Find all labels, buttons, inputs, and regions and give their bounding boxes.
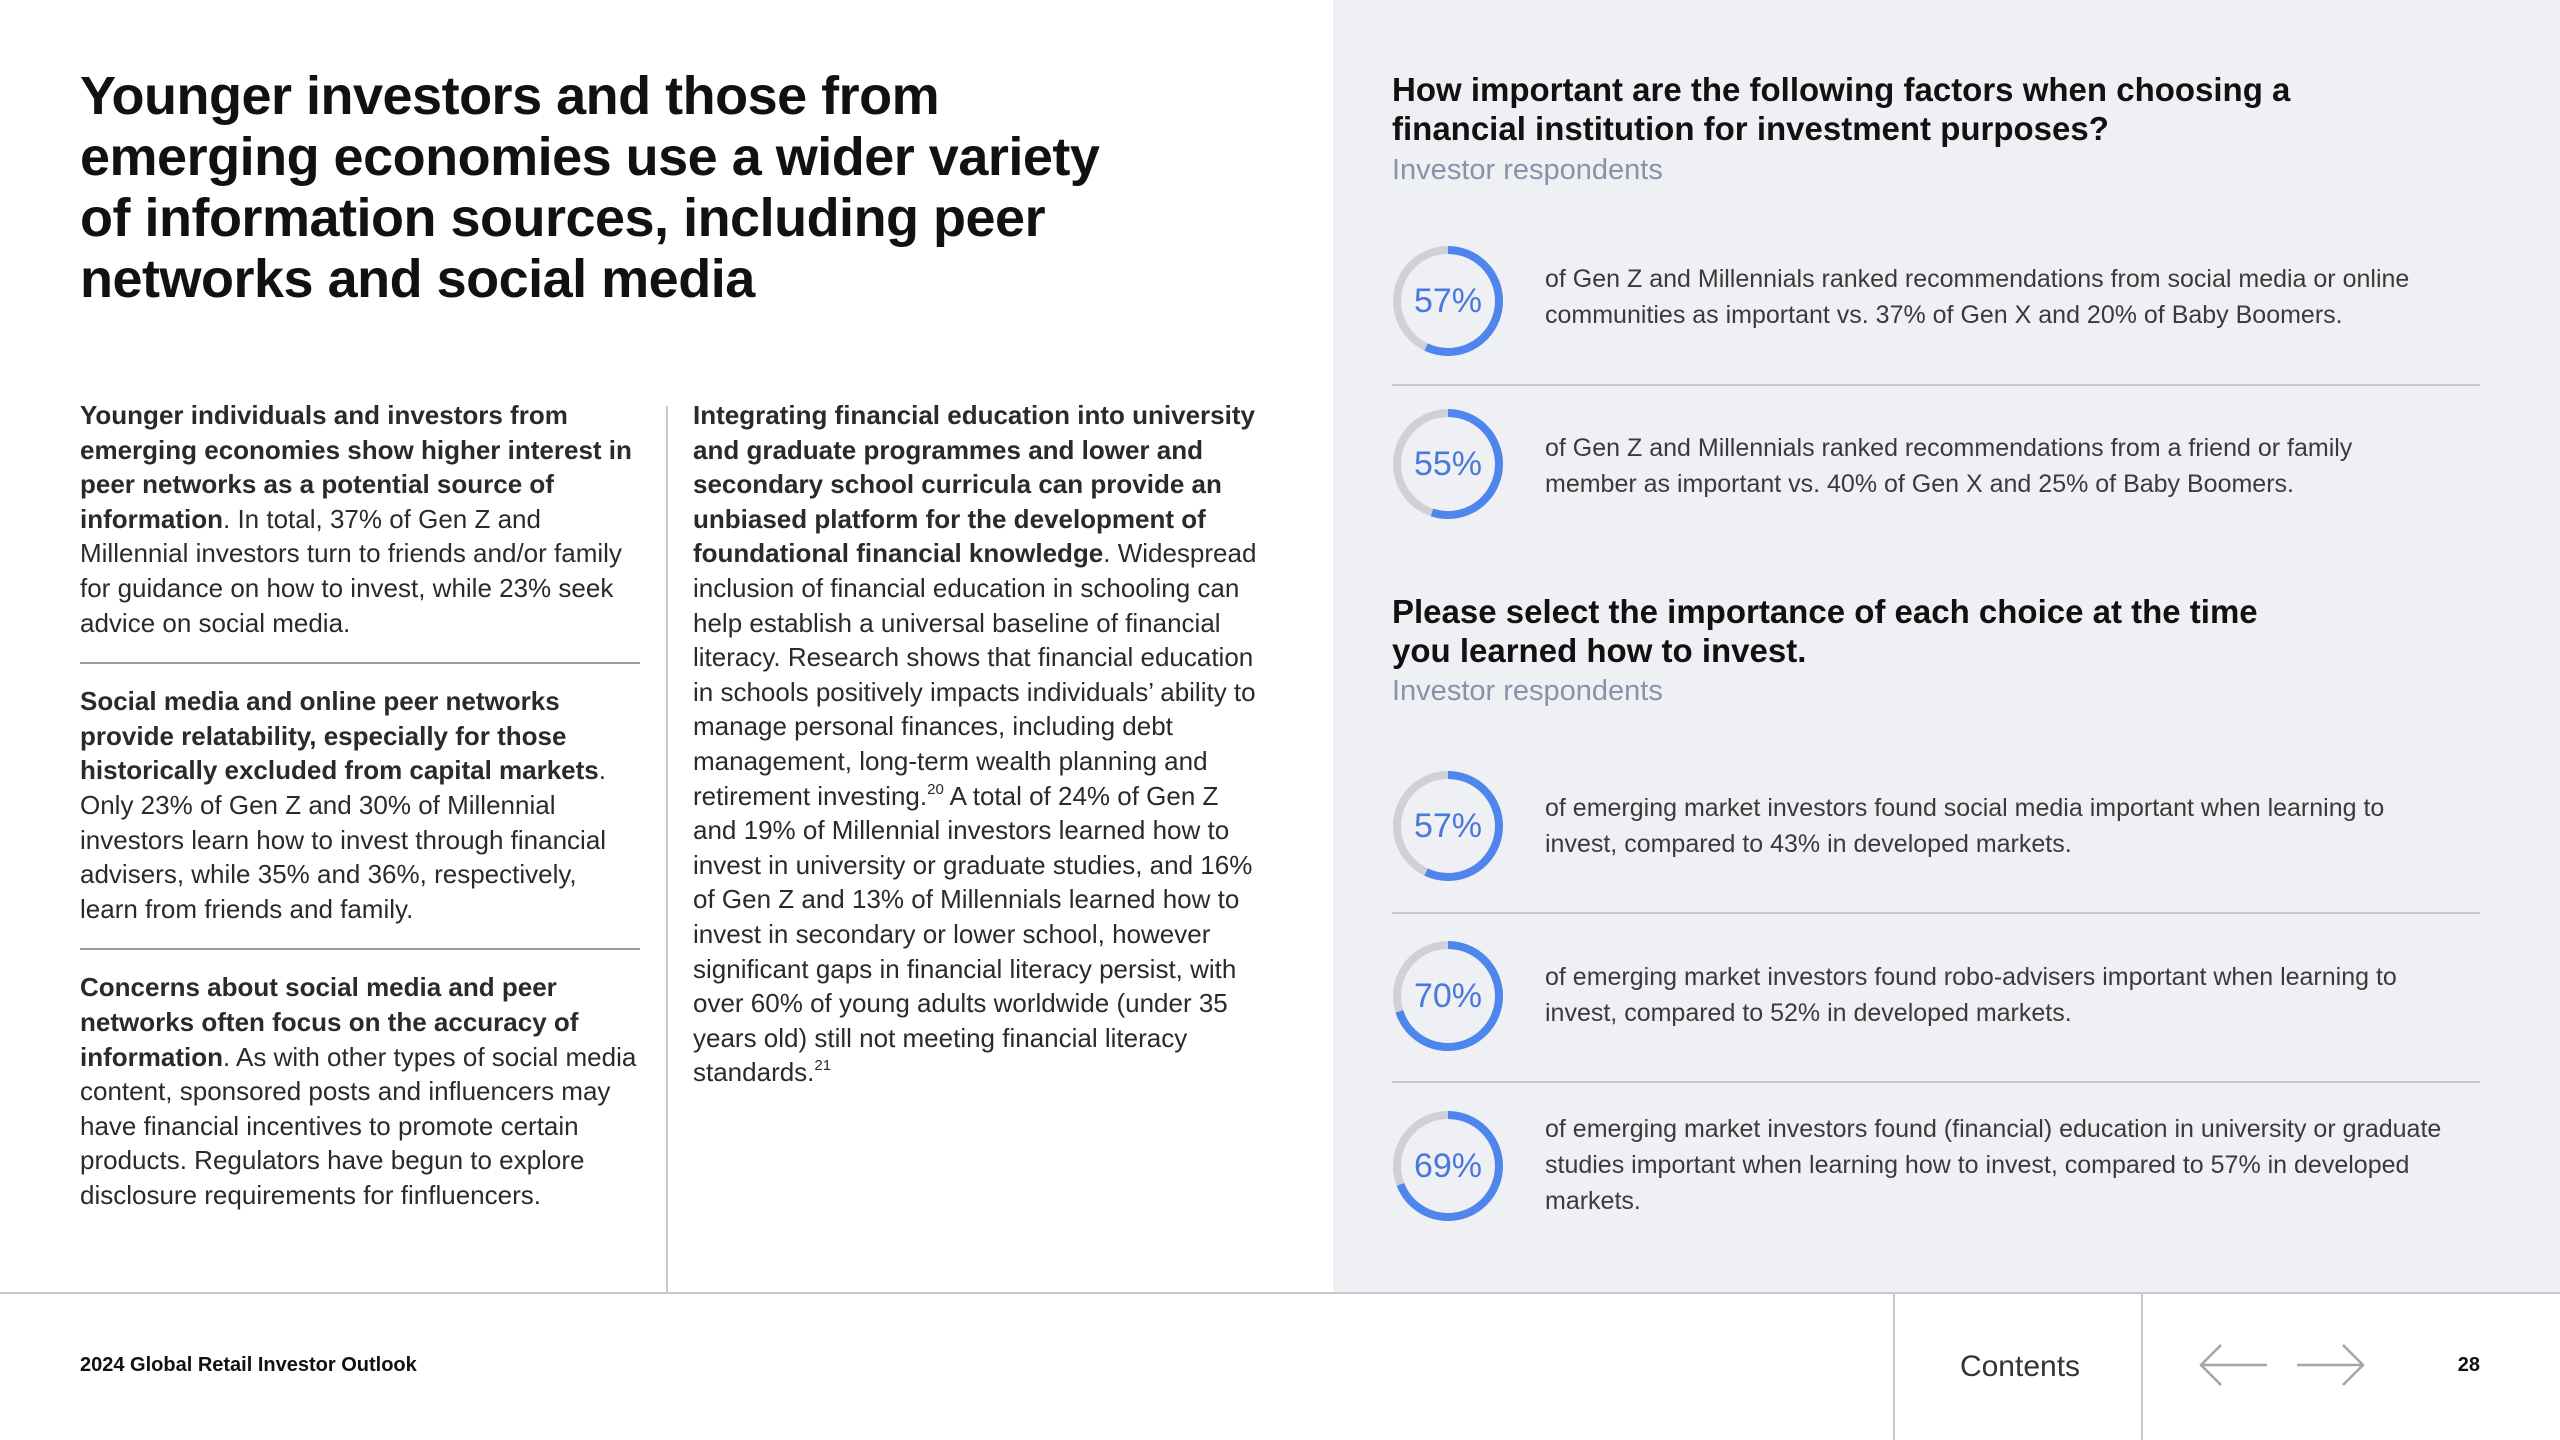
stat-description: of emerging market investors found (financial) education in university or graduate studies important when learning how to invest, compared to 57% in developed markets. — [1545, 1115, 2442, 1215]
arrow-right-icon[interactable] — [2293, 1337, 2369, 1393]
paragraph-lead: Concerns about social media and peer networks often focus on the accuracy of information — [80, 972, 579, 1072]
stat-divider — [1392, 384, 2480, 386]
donut-percentage: 57% — [1413, 806, 1483, 845]
donut-chart — [1392, 940, 1504, 1052]
paragraph-body: . In total, 37% of Gen Z and Millennial investors turn to friends and/or family for guidance on how to invest, while 23% seek advice on social media. — [80, 503, 622, 638]
paragraph-lead: Social media and online peer networks provide relatability, especially for those historically excluded from capital markets — [80, 686, 599, 786]
stat-divider — [1392, 1081, 2480, 1083]
donut-percentage: 57% — [1413, 281, 1483, 320]
paragraph-body: . Only 23% of Gen Z and 30% of Millennial investors learn how to invest through financial advisers, while 35% and 36%, respectively, learn from friends and family. — [80, 755, 607, 924]
question-1-title: How important are the following factors when choosing a financial institution for investment purposes? — [1392, 71, 2291, 147]
paragraph-divider — [80, 948, 640, 950]
body-column-2 — [693, 398, 1263, 1090]
stat-description: of emerging market investors found robo-advisers important when learning to invest, compared to 52% in developed markets. — [1545, 963, 2397, 1027]
arrow-left-icon[interactable] — [2195, 1337, 2271, 1393]
donut-chart — [1392, 245, 1504, 357]
footer-divider — [0, 1292, 2560, 1294]
paragraph-body: . Widespread inclusion of financial education in schooling can help establish a universal baseline of financial literacy. Research shows that financial education in schools positively impacts individuals’ ability to manage personal finances, including debt management, long-term wealth planning and retirement investing. — [693, 538, 1257, 811]
donut-percentage: 55% — [1413, 444, 1483, 483]
donut-chart — [1392, 408, 1504, 520]
page-title: Younger investors and those from emerging economies use a wider variety of information sources, including peer networks and social media — [80, 66, 1100, 309]
donut-chart — [1392, 1110, 1504, 1222]
question-2-title: Please select the importance of each choice at the time you learned how to invest. — [1392, 593, 2258, 669]
contents-link[interactable]: Contents — [1959, 1350, 2081, 1383]
paragraph-peer-networks — [80, 398, 640, 640]
column-divider — [666, 406, 668, 1292]
paragraph-body: . As with other types of social media content, sponsored posts and influencers may have financial incentives to promote certain products. Regulators have begun to explore disclosure requirements for finfluencers. — [80, 1041, 637, 1210]
paragraph-lead: Younger individuals and investors from emerging economies show higher interest in peer networks as a potential source of information — [80, 400, 632, 534]
paragraph-financial-education — [693, 398, 1263, 1090]
question-2-subtitle: Investor respondents — [1392, 675, 1663, 707]
paragraph-lead: Integrating financial education into university and graduate programmes and lower and secondary school curricula can provide an unbiased platform for the development of foundational financial knowledge — [693, 400, 1255, 569]
paragraph-divider — [80, 662, 640, 664]
body-column-1 — [80, 398, 640, 1212]
stat-description: of Gen Z and Millennials ranked recommendations from a friend or family member as important vs. 40% of Gen X and 25% of Baby Boomers. — [1545, 434, 2353, 498]
stat-description: of Gen Z and Millennials ranked recommendations from social media or online communities as important vs. 37% of Gen X and 20% of Baby Boomers. — [1545, 265, 2410, 329]
paragraph-body-cont: A total of 24% of Gen Z and 19% of Millennial investors learned how to invest in university or graduate studies, and 16% of Gen Z and 13% of Millennials learned how to invest in secondary or lower school, however significant gaps in financial literacy persist, with over 60% of young adults worldwide (under 35 years old) still not meeting financial literacy standards. — [693, 780, 1253, 1088]
paragraph-relatability — [80, 684, 640, 926]
stat-divider — [1392, 912, 2480, 914]
report-title: 2024 Global Retail Investor Outlook — [80, 1354, 417, 1376]
stat-description: of emerging market investors found social media important when learning to invest, compared to 43% in developed markets. — [1545, 794, 2385, 858]
question-1-subtitle: Investor respondents — [1392, 154, 1663, 186]
paragraph-concerns — [80, 970, 640, 1212]
page-number: 28 — [2457, 1354, 2480, 1376]
donut-percentage: 69% — [1413, 1146, 1483, 1185]
donut-percentage: 70% — [1413, 976, 1483, 1015]
footnote-ref-21[interactable]: 21 — [814, 1057, 832, 1075]
donut-chart — [1392, 770, 1504, 882]
footer-separator — [2141, 1294, 2143, 1440]
footnote-ref-20[interactable]: 20 — [927, 780, 944, 798]
